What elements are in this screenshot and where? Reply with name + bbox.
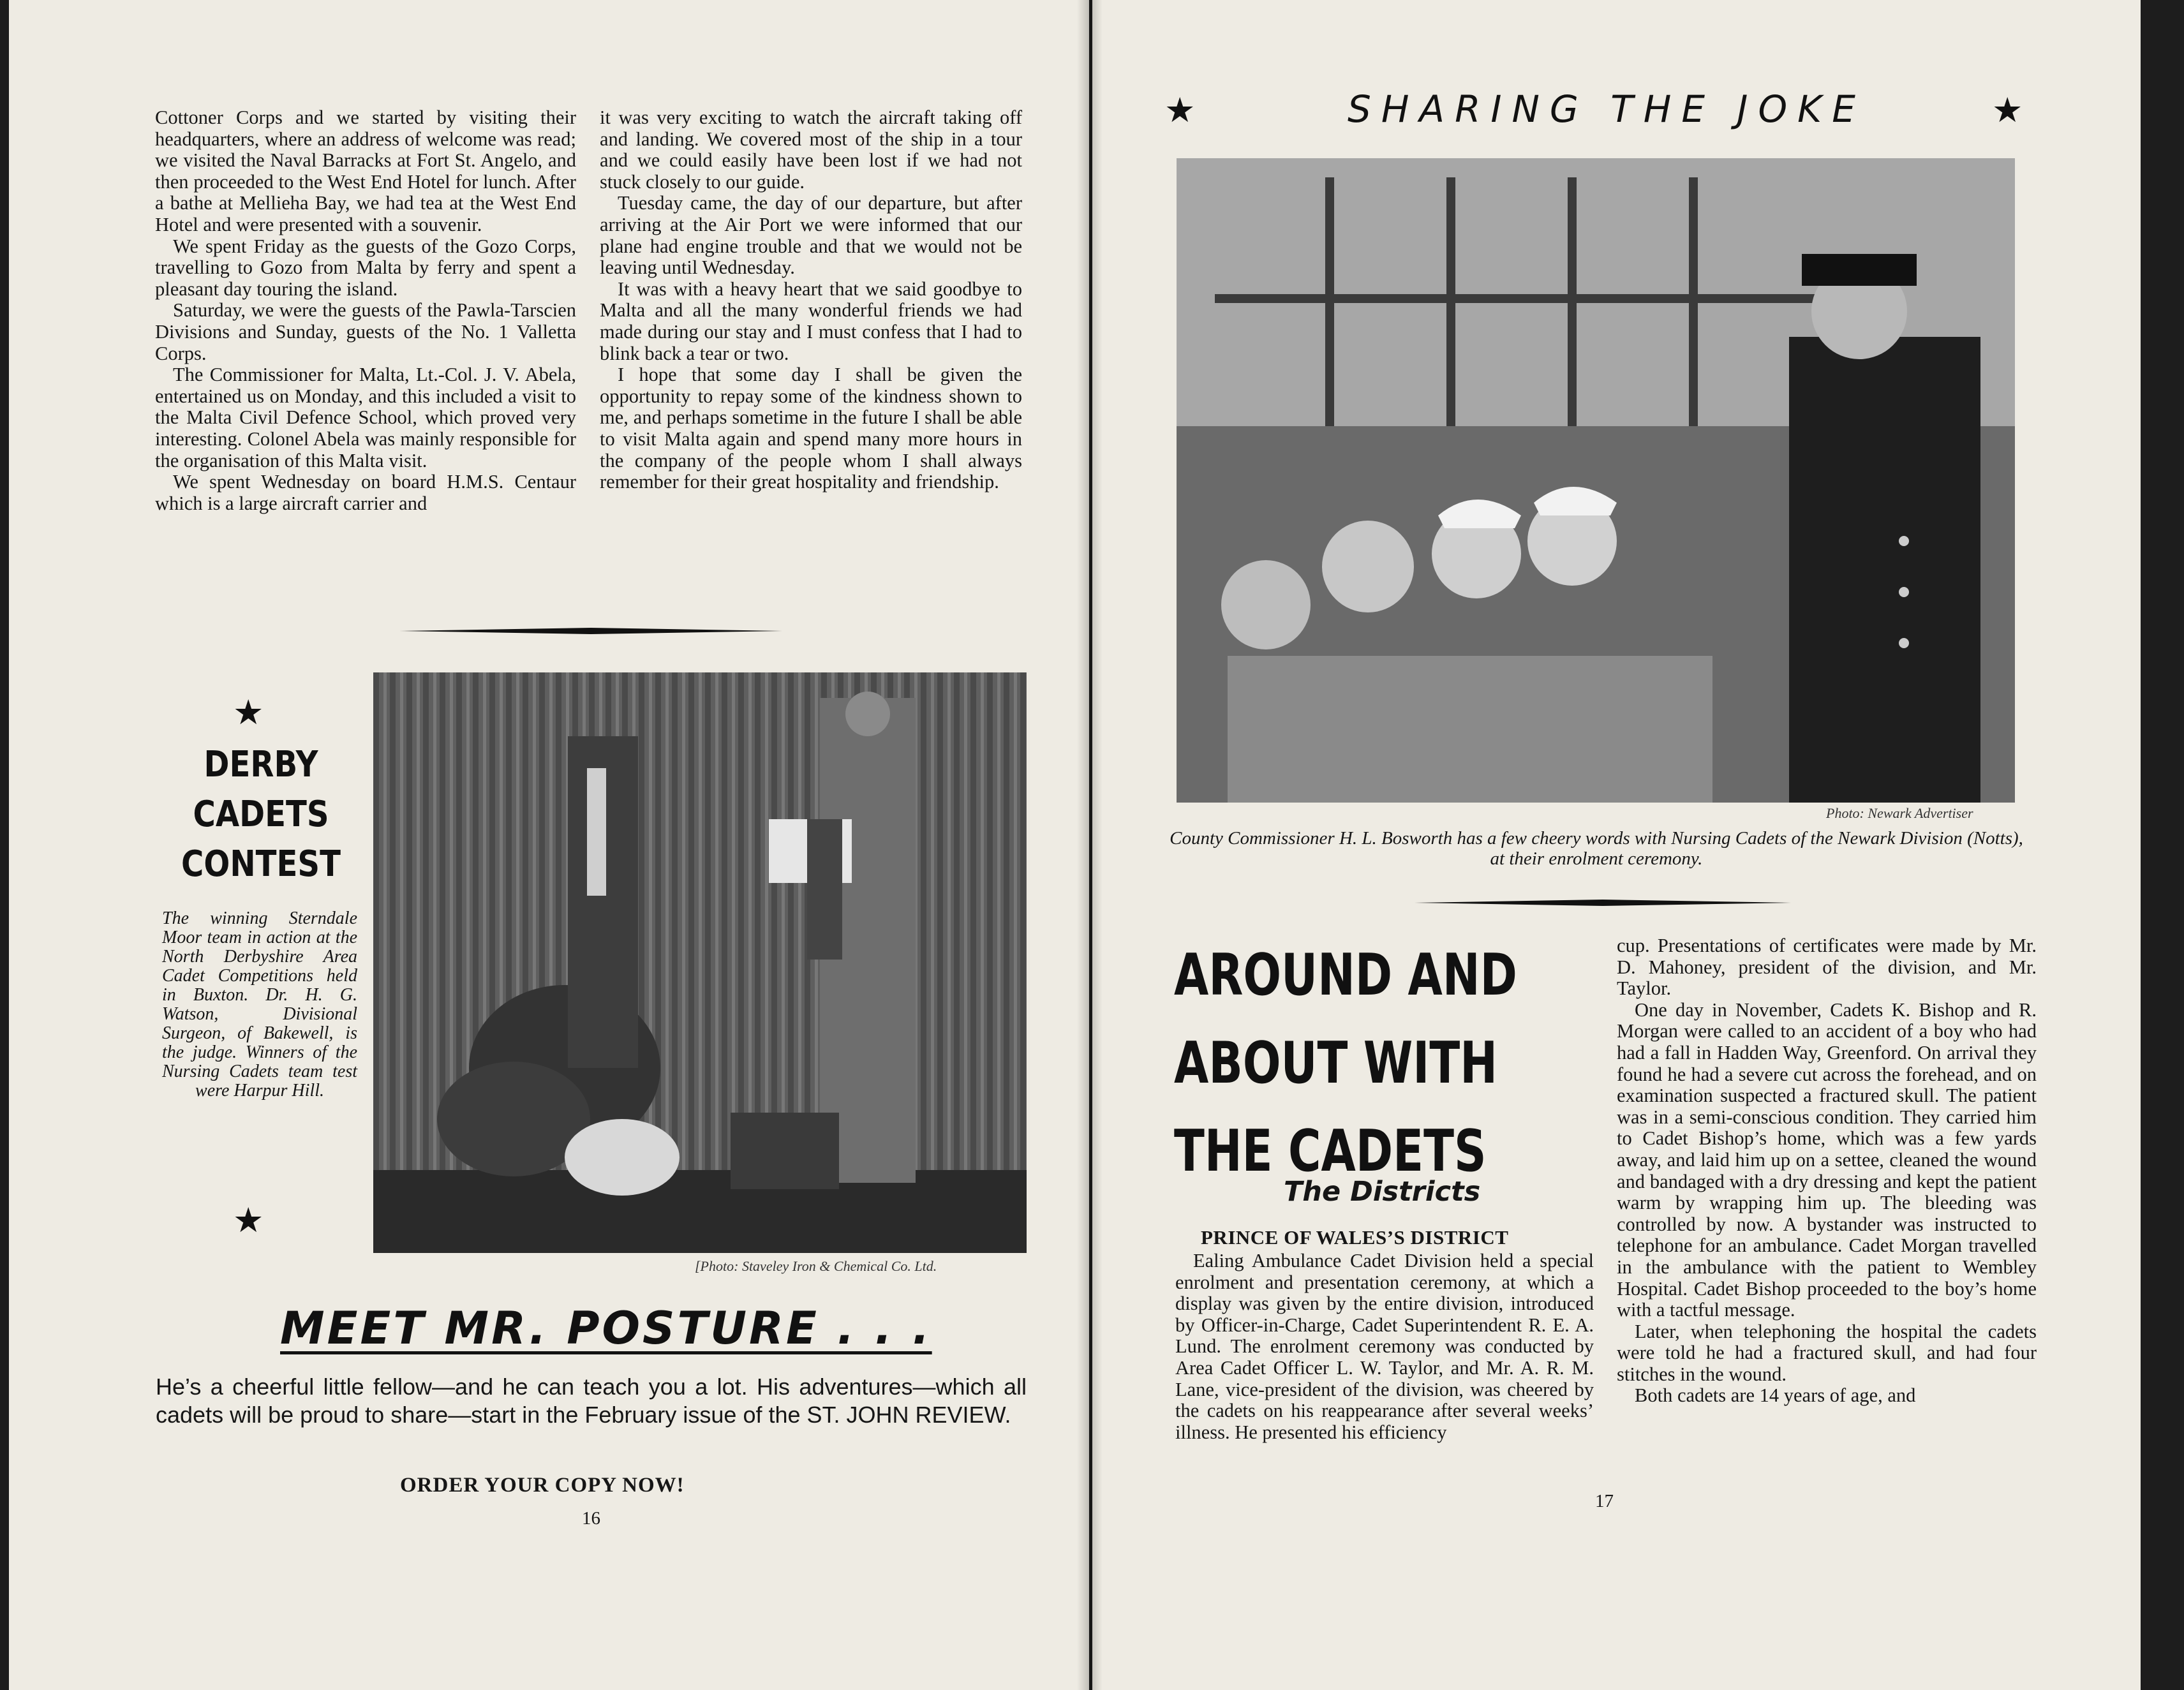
paragraph: Both cadets are 14 years of age, and [1635,1384,1916,1407]
paragraph: it was very exciting to watch the aircraft taking off and landing. We covered most of the ship in a tour and we could easily have been lost if we had not stuck closely to our guide. [600,107,1022,193]
photo-credit: Photo: Newark Advertiser [1826,805,1973,821]
title-line: THE CADETS [1174,1118,1487,1185]
derby-title [170,740,352,889]
district-column-2 [1617,935,2037,1407]
paragraph: Later, when telephoning the hospital the cadets were told he had a fractured skull, and had four stitches in the wound. [1617,1320,2037,1385]
paragraph: I hope that some day I shall be given the opportunity to repay some of the kindness shown to me, and perhaps sometime in the future I shall be able to visit Malta again and spend many more hours in the company of the people whom I shall always remember for their great hospitality and friendship. [600,364,1022,493]
paragraph: Ealing Ambulance Cadet Division held a special enrolment and presentation ceremony, at which a display was given by the entire division, introduced by Officer-in-Charge, Cadet Superintendent R. E. A. Lund. The enrolment ceremony was conducted by Area Cadet Officer L. W. Taylor, and Mr. A. R. M. Lane, vice-president of the division, was cheered by the cadets on his reappearance after several weeks’ illness. He presented his efficiency [1175,1250,1594,1443]
paragraph: We spent Wednesday on board H.M.S. Centaur which is a large aircraft carrier and [155,471,576,514]
spine-shadow [1077,0,1103,1690]
around-and-about-title [1174,931,1517,1196]
star-icon: ★ [233,1200,264,1240]
sharing-the-joke-photo [1177,158,2015,803]
title-line: AROUND AND [1174,942,1517,1009]
paragraph: We spent Friday as the guests of the Gozo Corps, travelling to Gozo from Malta by ferry and spent a pleasant day touring the island. [155,235,576,300]
paragraph: Tuesday came, the day of our departure, but after arriving at the Air Port we were informed that our plane had engine trouble and that we would not be leaving until Wednesday. [600,192,1022,279]
photo-caption: County Commissioner H. L. Bosworth has a few cheery words with Nursing Cadets of the Newark Division (Notts), at their enrolment ceremony. [1170,828,2023,869]
divider-rule [399,628,782,634]
right-page [1092,0,2141,1690]
paragraph: cup. Presentations of certificates were made by Mr. D. Mahoney, president of the division, and Mr. Taylor. [1617,935,2037,1000]
title-line: ABOUT WITH [1174,1030,1498,1097]
article-column-1 [155,107,576,514]
derby-title-line: DERBY [204,744,318,785]
star-icon: ★ [233,692,264,732]
paragraph: It was with a heavy heart that we said goodbye to Malta and all the many wonderful friends we had made during our stay and I must confess that I had to blink back a tear or two. [600,278,1022,364]
section-heading: PRINCE OF WALES’S DISTRICT [1201,1226,1509,1249]
paragraph: Cottoner Corps and we started by visiting their headquarters, where an address of welcome was read; we visited the Naval Barracks at Fort St. Angelo, and then proceeded to the West End Hotel for lunch. After a bathe at Mellieha Bay, we had tea at the West End Hotel and were presented with a souvenir. [155,107,576,235]
paragraph: The Commissioner for Malta, Lt.-Col. J. V. Abela, entertained us on Monday, and this included a visit to the Malta Civil Defence School, which proved very interesting. Colonel Abela was mainly responsible for the organisation of this Malta visit. [155,364,576,471]
mr-posture-title: MEET MR. POSTURE . . . [280,1302,932,1354]
star-icon: ★ [1992,90,2023,130]
article-column-2 [600,107,1022,493]
divider-rule [1415,900,1791,906]
page-number: 17 [1595,1491,1614,1511]
mr-posture-text: He’s a cheerful little fellow—and he can teach you a lot. His adventures—which all cadets will be proud to share—start in the February issue of the ST. JOHN REVIEW. [156,1374,1027,1428]
derby-title-line: CONTEST [181,843,341,885]
photo-credit: [Photo: Staveley Iron & Chemical Co. Ltd. [695,1258,937,1274]
star-icon: ★ [1164,90,1196,130]
district-column-1 [1175,1250,1594,1443]
paragraph: Saturday, we were the guests of the Pawla-Tarscien Divisions and Sunday, guests of the No. 1 Valletta Corps. [155,299,576,364]
left-page [9,0,1089,1690]
districts-subtitle: The Districts [1284,1176,1481,1208]
paragraph: One day in November, Cadets K. Bishop and R. Morgan were called to an accident of a boy who had had a fall in Hadden Way, Greenford. On arrival they found he had a severe cut across the forehead, and on examination suspected a fractured skull. The patient was in a semi-conscious condition. They carried him to Cadet Bishop’s home, which was a few yards away, and laid him up on a settee, cleaned the wound and bandaged with a dry dressing and kept the patient warm by wrapping him up. The bleeding was controlled by now. A bystander was instructed to telephone for an ambulance. Cadet Morgan travelled in the ambulance with the patient to Wembley Hospital. Cadet Bishop proceeded to the boy’s home with a tactful message. [1617,998,2037,1321]
derby-cadets-photo [373,672,1027,1253]
order-your-copy: ORDER YOUR COPY NOW! [400,1474,685,1497]
sharing-the-joke-heading: SHARING THE JOKE [1348,87,1866,131]
derby-title-line: CADETS [193,794,329,835]
page-number: 16 [582,1508,600,1529]
derby-caption: The winning Sterndale Moor team in action at the North Derbyshire Area Cadet Competitions held in Buxton. Dr. H. G. Watson, Divisional Surgeon, of Bakewell, is the judge. Winners of the Nursing Cadets team test were Harpur Hill. [162,908,357,1101]
